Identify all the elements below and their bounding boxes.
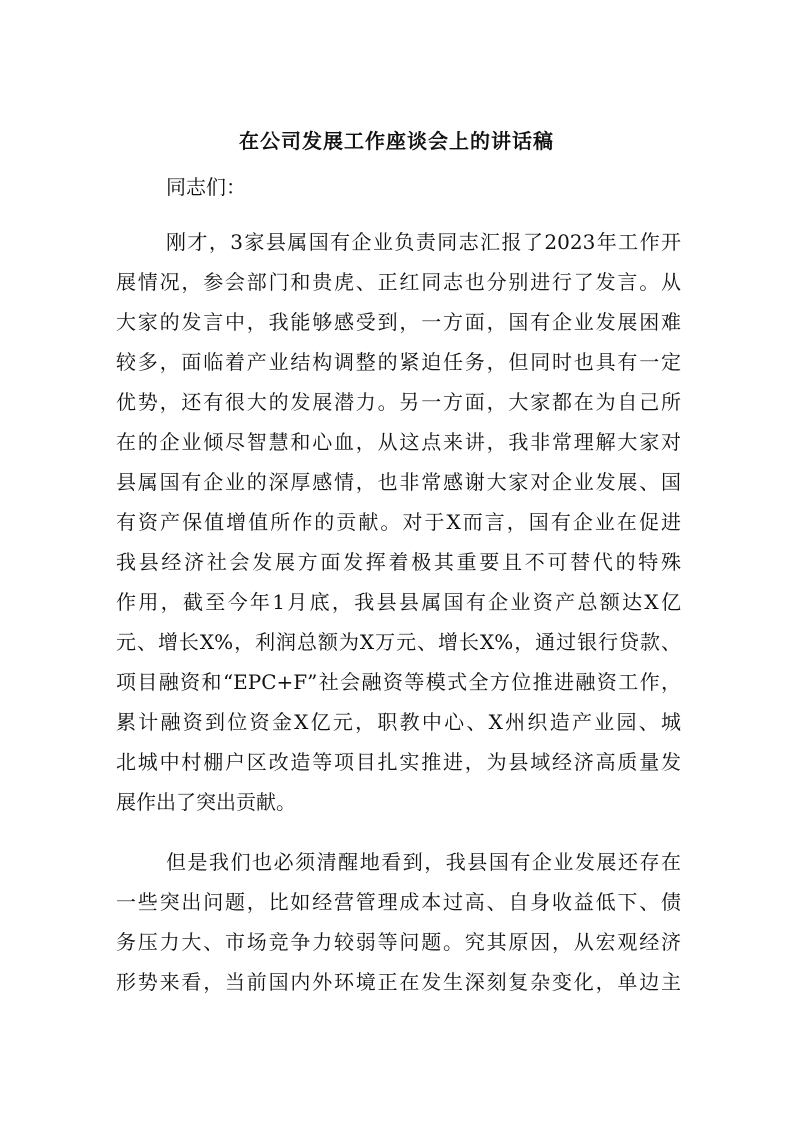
text-line: 作用，截至今年1月底，我县县属国有企业资产总额达X亿 [116,590,681,614]
text-line: 北城中村棚户区改造等项目扎实推进，为县域经济高质量发 [116,750,681,774]
text-line: 展作出了突出贡献。 [116,790,296,814]
text-line: 一些突出问题，比如经营管理成本过高、自身收益低下、债 [116,890,681,914]
page-title: 在公司发展工作座谈会上的讲话稿 [239,129,554,153]
text-line: 优势，还有很大的发展潜力。另一方面，大家都在为自己所 [116,390,681,414]
text-line: 我县经济社会发展方面发挥着极其重要且不可替代的特殊 [116,550,681,574]
text-line: 务压力大、市场竞争力较弱等问题。究其原因，从宏观经济 [116,930,681,954]
text-line: 累计融资到位资金X亿元，职教中心、X州织造产业园、城 [116,710,681,734]
text-line: 在的企业倾尽智慧和心血，从这点来讲，我非常理解大家对 [116,430,681,454]
text-line: 大家的发言中，我能够感受到，一方面，国有企业发展困难 [116,310,681,334]
text-line: 项目融资和“EPC+F”社会融资等模式全方位推进融资工作， [116,670,681,694]
text-line: 刚才，3家县属国有企业负责同志汇报了2023年工作开 [166,230,681,254]
greeting: 同志们： [166,175,246,199]
paragraph-2 [116,842,681,1002]
text-line: 形势来看，当前国内外环境正在发生深刻复杂变化，单边主 [116,970,681,994]
paragraph-1 [116,222,681,822]
text-line: 展情况，参会部门和贵虎、正红同志也分别进行了发言。从 [116,270,681,294]
speech-body [116,172,681,1022]
text-line: 县属国有企业的深厚感情，也非常感谢大家对企业发展、国 [116,470,681,494]
text-line: 有资产保值增值所作的贡献。对于X而言，国有企业在促进 [116,510,681,534]
text-line: 较多，面临着产业结构调整的紧迫任务，但同时也具有一定 [116,350,681,374]
text-line: 但是我们也必须清醒地看到，我县国有企业发展还存在 [166,850,681,874]
text-line: 元、增长X%，利润总额为X万元、增长X%，通过银行贷款、 [116,630,681,654]
